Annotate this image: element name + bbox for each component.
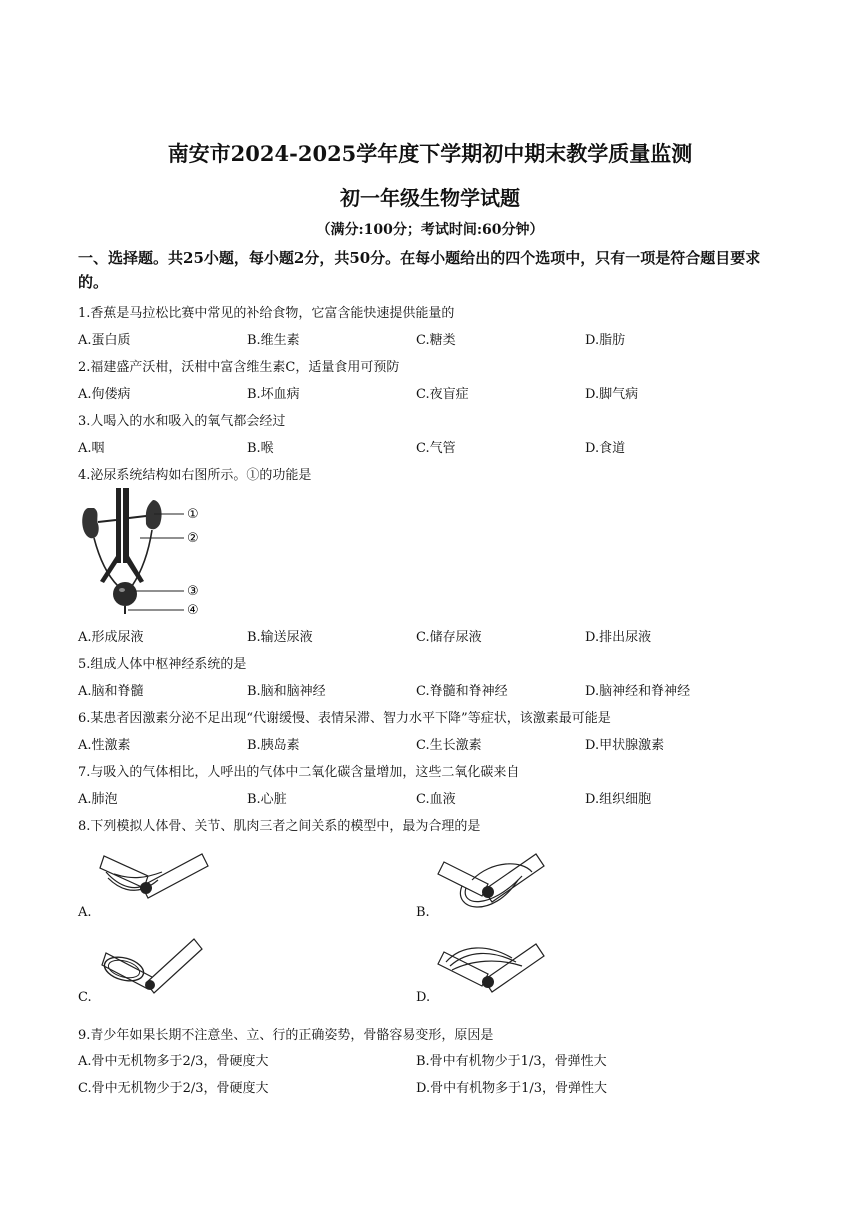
q3-option-a[interactable]: A.咽 — [78, 441, 105, 456]
q9-option-b[interactable]: B.骨中有机物少于1/3，骨弹性大 — [416, 1054, 607, 1069]
q7-option-b[interactable]: B.心脏 — [247, 792, 287, 807]
joint-model-d — [432, 940, 552, 1000]
question-6-stem: 6.某患者因激素分泌不足出现“代谢缓慢、表情呆滞、智力水平下降”等症状，该激素最可能是 — [78, 711, 611, 726]
q7-option-d[interactable]: D.组织细胞 — [585, 792, 652, 807]
q9-option-a[interactable]: A.骨中无机物多于2/3，骨硬度大 — [78, 1054, 269, 1069]
q8-option-d[interactable]: D. — [416, 990, 431, 1005]
q9-option-c[interactable]: C.骨中无机物少于2/3，骨硬度大 — [78, 1081, 269, 1096]
q8-option-b[interactable]: B. — [416, 905, 430, 920]
section-heading: 一、选择题。共25小题，每小题2分，共50分。在每小题给出的四个选项中，只有一项是符合题目要求的。 — [78, 249, 761, 291]
q1-option-b[interactable]: B.维生素 — [247, 333, 300, 348]
q7-option-a[interactable]: A.肺泡 — [78, 792, 118, 807]
q4-option-d[interactable]: D.排出尿液 — [585, 630, 652, 645]
question-4-stem: 4.泌尿系统结构如右图所示。①的功能是 — [78, 468, 312, 483]
urinary-system-diagram — [78, 486, 208, 621]
q9-option-d[interactable]: D.骨中有机物多于1/3，骨弹性大 — [416, 1081, 608, 1096]
q1-option-c[interactable]: C.糖类 — [416, 333, 456, 348]
joint-model-c — [96, 935, 206, 997]
q4-option-a[interactable]: A.形成尿液 — [78, 630, 144, 645]
figure-label-4: ④ — [187, 603, 199, 618]
q3-option-d[interactable]: D.食道 — [585, 441, 626, 456]
q6-option-b[interactable]: B.胰岛素 — [247, 738, 300, 753]
q5-option-b[interactable]: B.脑和脑神经 — [247, 684, 326, 699]
question-2-stem: 2.福建盛产沃柑，沃柑中富含维生素C，适量食用可预防 — [78, 360, 400, 375]
q7-option-c[interactable]: C.血液 — [416, 792, 456, 807]
urinary-system-figure — [78, 486, 208, 621]
q5-option-c[interactable]: C.脊髓和脊神经 — [416, 684, 508, 699]
question-9-stem: 9.青少年如果长期不注意坐、立、行的正确姿势，骨骼容易变形，原因是 — [78, 1028, 494, 1043]
q3-option-c[interactable]: C.气管 — [416, 441, 456, 456]
q6-option-d[interactable]: D.甲状腺激素 — [585, 738, 665, 753]
q2-option-a[interactable]: A.佝偻病 — [78, 387, 131, 402]
q2-option-c[interactable]: C.夜盲症 — [416, 387, 469, 402]
q1-option-d[interactable]: D.脂肪 — [585, 333, 626, 348]
joint-model-b — [432, 850, 552, 920]
q4-option-b[interactable]: B.输送尿液 — [247, 630, 313, 645]
q8-option-c[interactable]: C. — [78, 990, 92, 1005]
figure-label-2: ② — [187, 531, 199, 546]
q8-option-a[interactable]: A. — [78, 905, 92, 920]
exam-title: 南安市2024-2025学年度下学期初中期末教学质量监测 — [167, 141, 693, 166]
question-5-stem: 5.组成人体中枢神经系统的是 — [78, 657, 247, 672]
exam-info: （满分:100分；考试时间:60分钟） — [316, 222, 544, 238]
q6-option-a[interactable]: A.性激素 — [78, 738, 131, 753]
question-8-stem: 8.下列模拟人体骨、关节、肌肉三者之间关系的模型中，最为合理的是 — [78, 819, 481, 834]
q3-option-b[interactable]: B.喉 — [247, 441, 274, 456]
q4-option-c[interactable]: C.储存尿液 — [416, 630, 482, 645]
joint-model-a — [92, 850, 217, 902]
q2-option-d[interactable]: D.脚气病 — [585, 387, 639, 402]
q5-option-a[interactable]: A.脑和脊髓 — [78, 684, 144, 699]
figure-label-1: ① — [187, 507, 199, 522]
question-3-stem: 3.人喝入的水和吸入的氧气都会经过 — [78, 414, 286, 429]
question-1-stem: 1.香蕉是马拉松比赛中常见的补给食物，它富含能快速提供能量的 — [78, 306, 455, 321]
q6-option-c[interactable]: C.生长激素 — [416, 738, 482, 753]
q2-option-b[interactable]: B.坏血病 — [247, 387, 300, 402]
question-7-stem: 7.与吸入的气体相比，人呼出的气体中二氧化碳含量增加，这些二氧化碳来自 — [78, 765, 520, 780]
figure-label-3: ③ — [187, 584, 199, 599]
exam-subtitle: 初一年级生物学试题 — [340, 186, 520, 210]
q1-option-a[interactable]: A.蛋白质 — [78, 333, 131, 348]
q5-option-d[interactable]: D.脑神经和脊神经 — [585, 684, 691, 699]
